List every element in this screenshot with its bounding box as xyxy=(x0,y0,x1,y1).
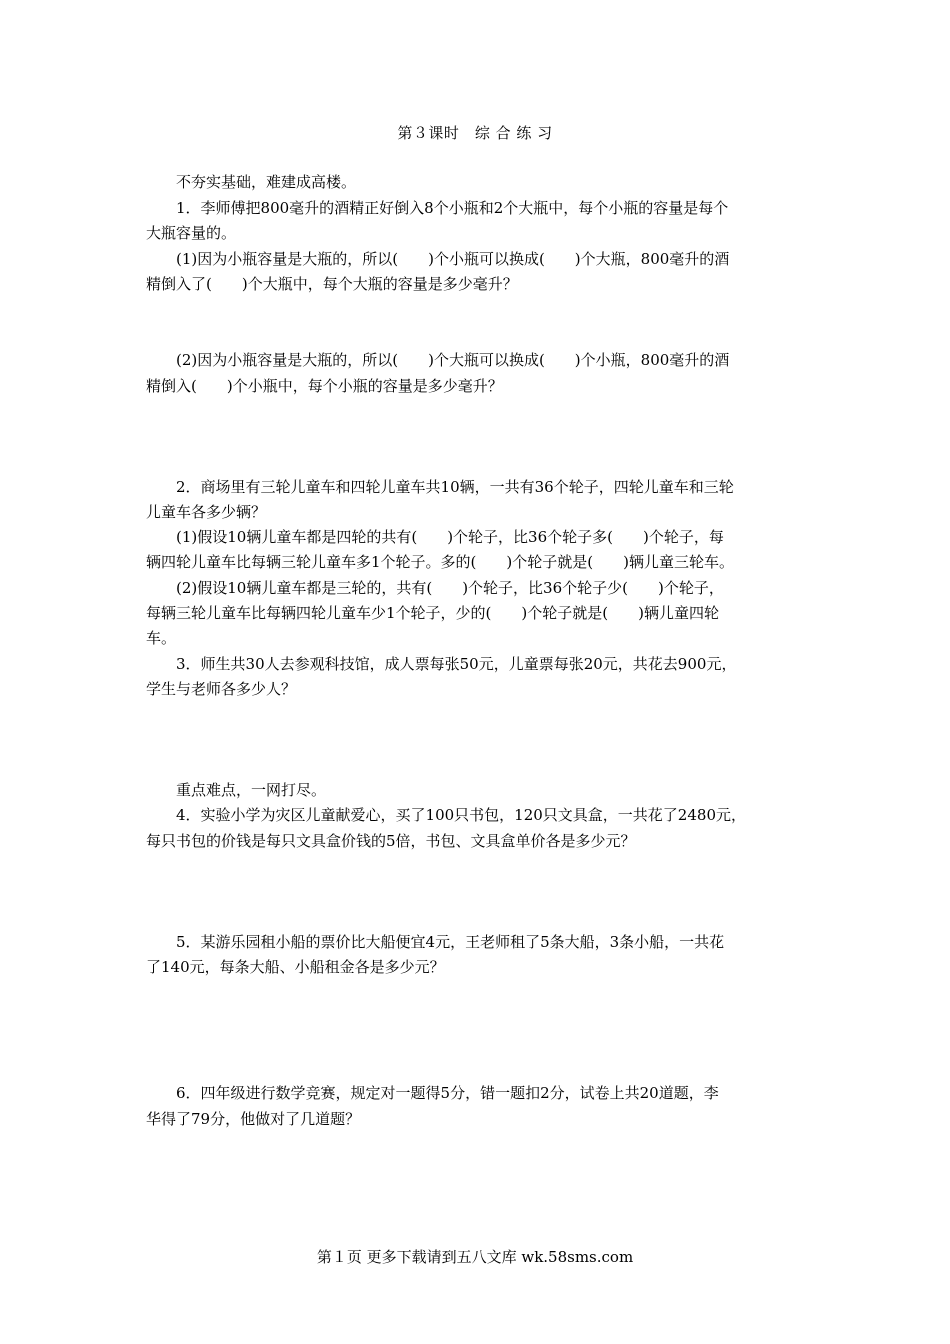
question-1-line-2: 大瓶容量的。 xyxy=(146,224,237,242)
question-2-part-1-line-1: (1)假设10辆儿童车都是四轮的共有( )个轮子，比36个轮子多( )个轮子，每 xyxy=(176,528,724,546)
page-footer: 第１页 更多下载请到五八文库 wk.58sms.com xyxy=(316,1248,634,1266)
question-1-part-1-line-1: (1)因为小瓶容量是大瓶的，所以( )个小瓶可以换成( )个大瓶，800毫升的酒 xyxy=(176,250,730,268)
question-4-line-2: 每只书包的价钱是每只文具盒价钱的5倍，书包、文具盒单价各是多少元？ xyxy=(146,832,636,850)
question-2-line-1: 2．商场里有三轮儿童车和四轮儿童车共10辆，一共有36个轮子，四轮儿童车和三轮 xyxy=(176,478,734,496)
question-6-line-1: 6．四年级进行数学竞赛，规定对一题得5分，错一题扣2分，试卷上共20道题，李 xyxy=(176,1084,719,1102)
question-3-line-1: 3．师生共30人去参观科技馆，成人票每张50元，儿童票每张20元，共花去900元， xyxy=(176,655,737,673)
question-5-line-1: 5．某游乐园租小船的票价比大船便宜4元，王老师租了5条大船，3条小船，一共花 xyxy=(176,933,725,951)
question-2-part-2-line-1: (2)假设10辆儿童车都是三轮的，共有( )个轮子，比36个轮子少( )个轮子， xyxy=(176,579,724,597)
question-2-part-2-line-2: 每辆三轮儿童车比每辆四轮儿童车少1个轮子，少的( )个轮子就是( )辆儿童四轮 xyxy=(146,604,719,622)
question-2-line-2: 儿童车各多少辆？ xyxy=(146,503,267,521)
question-1-line-1: 1．李师傅把800毫升的酒精正好倒入8个小瓶和2个大瓶中，每个小瓶的容量是每个 xyxy=(176,199,729,217)
question-4-line-1: 4．实验小学为灾区儿童献爱心，买了100只书包，120只文具盒，一共花了2480元， xyxy=(176,806,746,824)
question-5-line-2: 了140元，每条大船、小船租金各是多少元？ xyxy=(146,958,445,976)
section-heading-key-points: 重点难点，一网打尽。 xyxy=(176,781,327,799)
question-6-line-2: 华得了79分，他做对了几道题？ xyxy=(146,1110,361,1128)
section-heading-basics: 不夯实基础，难建成高楼。 xyxy=(176,173,357,191)
page-title: 第３课时 综 合 练 习 xyxy=(397,124,553,142)
question-1-part-2-line-1: (2)因为小瓶容量是大瓶的，所以( )个大瓶可以换成( )个小瓶，800毫升的酒 xyxy=(176,351,730,369)
question-1-part-1-line-2: 精倒入了( )个大瓶中，每个大瓶的容量是多少毫升？ xyxy=(146,275,518,293)
question-1-part-2-line-2: 精倒入( )个小瓶中，每个小瓶的容量是多少毫升？ xyxy=(146,377,503,395)
question-2-part-2-line-3: 车。 xyxy=(146,629,177,647)
question-2-part-1-line-2: 辆四轮儿童车比每辆三轮儿童车多1个轮子。多的( )个轮子就是( )辆儿童三轮车。 xyxy=(146,553,734,571)
question-3-line-2: 学生与老师各多少人？ xyxy=(146,680,297,698)
